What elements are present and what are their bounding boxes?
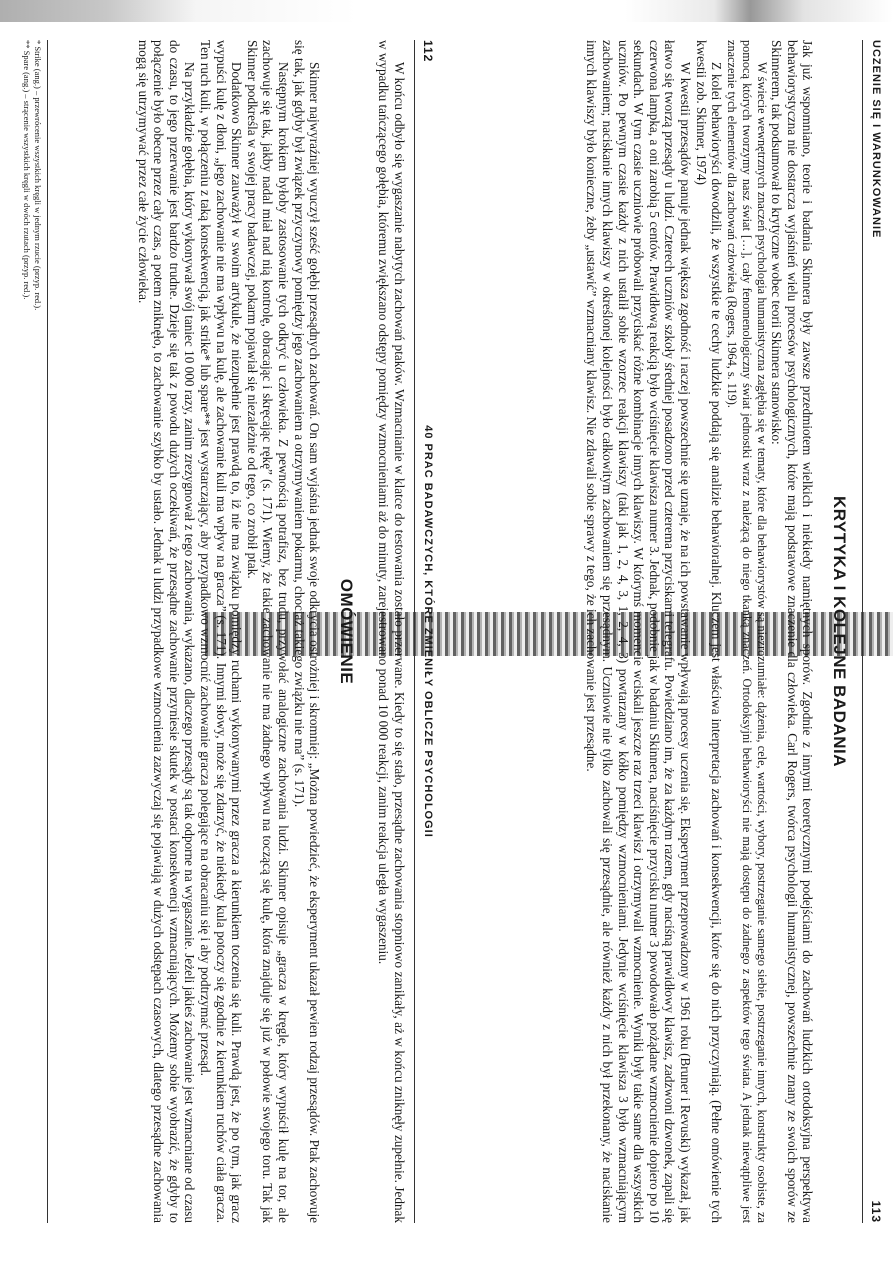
section-title: KRYTYKA I KOLEJNE BADANIA xyxy=(830,496,849,767)
paragraph: Dodatkowo Skinner zauważył w swoim artykule, że niezupełnie jest prawdą to, iż nie ma związku pomiędzy ruchami wykonywanymi przez gracza a kierunkiem toczenia się kuli. Prawdą jest, że po tym, jak gracz wypuści kulę z dłoni, „jego zachowanie nie ma wpływu na kulę, ale zachowanie kuli ma wpływ na gracza” (s. 171). Innymi słowy, może się zdarzyć, że niekiedy kula potoczy się zgodnie z kierunkiem ruchów ciała gracza. Ten ruch kuli, w połączeniu z taką konsekwencją, jak strike* lub spare** jest wystarczający, aby przypadkowo wzmocnić zachowanie gracza polegające na obracaniu się i aby podtrzymać przesąd. xyxy=(198,40,245,1223)
paragraph: Na przykładzie gołębia, który wykonywał swój taniec 10 000 razy, zanim zrezygnował z tego zachowania, wykazano, dlaczego przesądy są tak odporne na wygaszanie. Jeżeli jakieś zachowanie jest wzmacniane od czasu do czasu, to jego przerwanie jest bardzo trudne. Dzieje się tak z powodu dużych oczekiwań, że przesądne zachowanie przyniesie skutek w postaci konsekwencji wzmacniających. Możemy sobie wyobrazić, że gdyby to połączenie było obecne przez cały czas, a potem zniknęło, to zachowanie szybko by ustało. Jednak u ludzi przypadkowe wzmocnienia zazwyczaj się pojawiają w dużych odstępach czasowych, dlatego przesądne zachowania mogą się utrzymywać przez całe życie człowieka. xyxy=(135,40,198,1223)
page-body xyxy=(135,40,407,1223)
footnotes xyxy=(21,40,48,1223)
footnote: ** Spare (ang.) – strącenie wszystkich kręgli w dwóch rzutach (przyp. red.). xyxy=(22,40,32,300)
paragraph: Skinner najwyraźniej wyuczył sześć gołębi przesądnych zachowań. On sam wyjaśnia jednak swoje odkrycia ostrożniej i skromniej: „Można powiedzieć, że eksperyment ukazał pewien rodzaj przesądów. Ptak zachowuje się tak, jak gdyby był związek przyczynowy pomiędzy jego zachowaniem a otrzymywaniem pokarmu, chociaż takiego związku nie ma” (s. 171). xyxy=(291,40,323,1223)
page-body xyxy=(584,40,855,1223)
section-title: OMÓWIENIE xyxy=(336,578,356,685)
paragraph: Następnym krokiem byłoby zastosowanie tych odkryć u człowieka. Z pewnością potrafisz, bez trudu, przywołać analogiczne zachowania ludzi. Skinner opisuje „gracza w kręgle, który wypuścił kulę na tor, ale zachowuje się tak, jakby nadal miał nad nią kontrolę, obracając i skręcając rękę” (s. 171). Wiemy, że takie zachowanie nie ma żadnego wpływu na toczącą się kulę, która znajduje się już w połowie swojego toru. Tak jak Skinner podkreśla w swojej pracy badawczej, pokarm pojawiał się niezależnie od tego, co zrobił ptak. xyxy=(244,40,292,1223)
page-number: 113 xyxy=(869,1200,883,1223)
intro-paragraph: W końcu odbyło się wygaszanie nabytych zachowań ptaków. Wzmacnianie w klatce do testowania zostało przerwane. Kiedy to się stało, przesądne zachowania stopniowo zanikały, aż w końcu zniknęły zupełnie. Jednak w wypadku tańczącego gołębia, któremu zwiększano odstępy pomiędzy wzmocnieniami aż do minuty, zarejestrowano ponad 10 000 reakcji, zanim reakcja uległa wygaszeniu. xyxy=(376,40,407,1223)
paragraph: Z kolei behawioryści dowodzili, że wszystkie te cechy ludzkie poddają się analizie behawioralnej. Kluczem jest właściwa interpretacja zachowań i konsekwencji, które się do nich przyczyniają. (Pełne omówienie tych kwestii zob. Skinner, 1974) xyxy=(693,40,725,1223)
footnote: * Strike (ang.) – przewrócenie wszystkich kręgli w jednym rzucie (przyp. red.). xyxy=(33,40,43,311)
running-header xyxy=(414,40,437,1223)
page-number: 112 xyxy=(421,40,435,63)
running-head-title: 40 PRAC BADAWCZYCH, KTÓRE ZMIENIŁY OBLICZE PSYCHOLOGII xyxy=(422,425,434,838)
book-page-113 xyxy=(453,0,893,1263)
running-header xyxy=(862,40,885,1223)
running-head-title: UCZENIE SIĘ I WARUNKOWANIE xyxy=(870,40,882,239)
book-page-112 xyxy=(5,0,445,1263)
paragraph: Jak już wspomniano, teorie i badania Skinnera były zawsze przedmiotem wielkich i niekiedy namiętnych sporów. Zgodnie z innymi teoretycznymi podejściami do zachowań ludzkich ortodoksyjna perspektywa behawiorystyczna nie dostarcza wyjaśnień wielu procesów psychologicznych, które mają podstawowe znaczenie dla człowieka. Carl Rogers, twórca psychologii humanistycznej, powszechnie znany ze swoich sporów ze Skinnerem, tak podsumował to krytyczne wobec teorii Skinnera stanowisko: xyxy=(769,40,816,1223)
paragraph: W kwestii przesądów panuje jednak większa zgodność i raczej powszechnie się uznaje, że na ich powstawanie wpływają procesy uczenia się. Eksperyment przeprowadzony w 1961 roku (Bruner i Revuski) wykazał, jak łatwo się tworzą przesądy u ludzi. Czterech uczniów szkoły średniej posadzono przed czterema przyciskami telegrafu. Powiedziano im, że za każdym razem, gdy naciśną prawidłowy klawisz, zadzwoni dzwonek, zapali się czerwona lampka, a oni zarobią 5 centów. Prawidłową reakcją było wciśnięcie klawisza numer 3. Jednak, podobnie jak w badaniu Skinnera, naciśnięcie przycisku numer 3 powodowało pożądane wzmocnienie dopiero po 10 sekundach. W tym czasie uczniowie próbowali przyciskać różne kombinacje innych klawiszy. W którymś momencie wciskali jeszcze raz trzeci klawisz i otrzymywali wzmocnienie. Wyniki były takie same dla wszystkich uczniów. Po pewnym czasie każdy z nich ustalił sobie wzorzec reakcji klawiszy (taki jak 1, 2, 4, 3, 1, 2, 4, 3) powtarzany w kółko pomiędzy wzmocnieniami. Jedynie wciśnięcie klawisza 3 było wzmacniającym zachowaniem; naciskanie innych klawiszy w określonej kolejności było całkowitym zachowaniem się przesądnym. Uczniowie nie tylko zachowali się przesądnie, ale również każdy z nich był przekonany, że naciskanie innych klawiszy było konieczne, żeby „ustawić” wzmacniany klawisz. Nie zdawali sobie sprawy z tego, że ich zachowanie jest przesądne. xyxy=(584,40,694,1223)
block-quote: W świecie wewnętrznych znaczeń psychologia humanistyczna zagłębia się w tematy, które dla behawiorystów są niezrozumiałe: dążenia, cele, wartości, wybory, postrzeganie samego siebie, postrzeganie innych, konstrukty osobiste, za pomocą których tworzymy nasz świat […], cały fenomenologiczny świat jednostki wraz z należącą do niego tkanką znaczeń. Ortodoksyjni behawioryści nie mają dostępu do żadnego z aspektów tego świata. A jednak niewątpliwe jest znaczenie tych elementów dla zachowań człowieka (Rogers, 1964, s. 119). xyxy=(725,40,769,1223)
